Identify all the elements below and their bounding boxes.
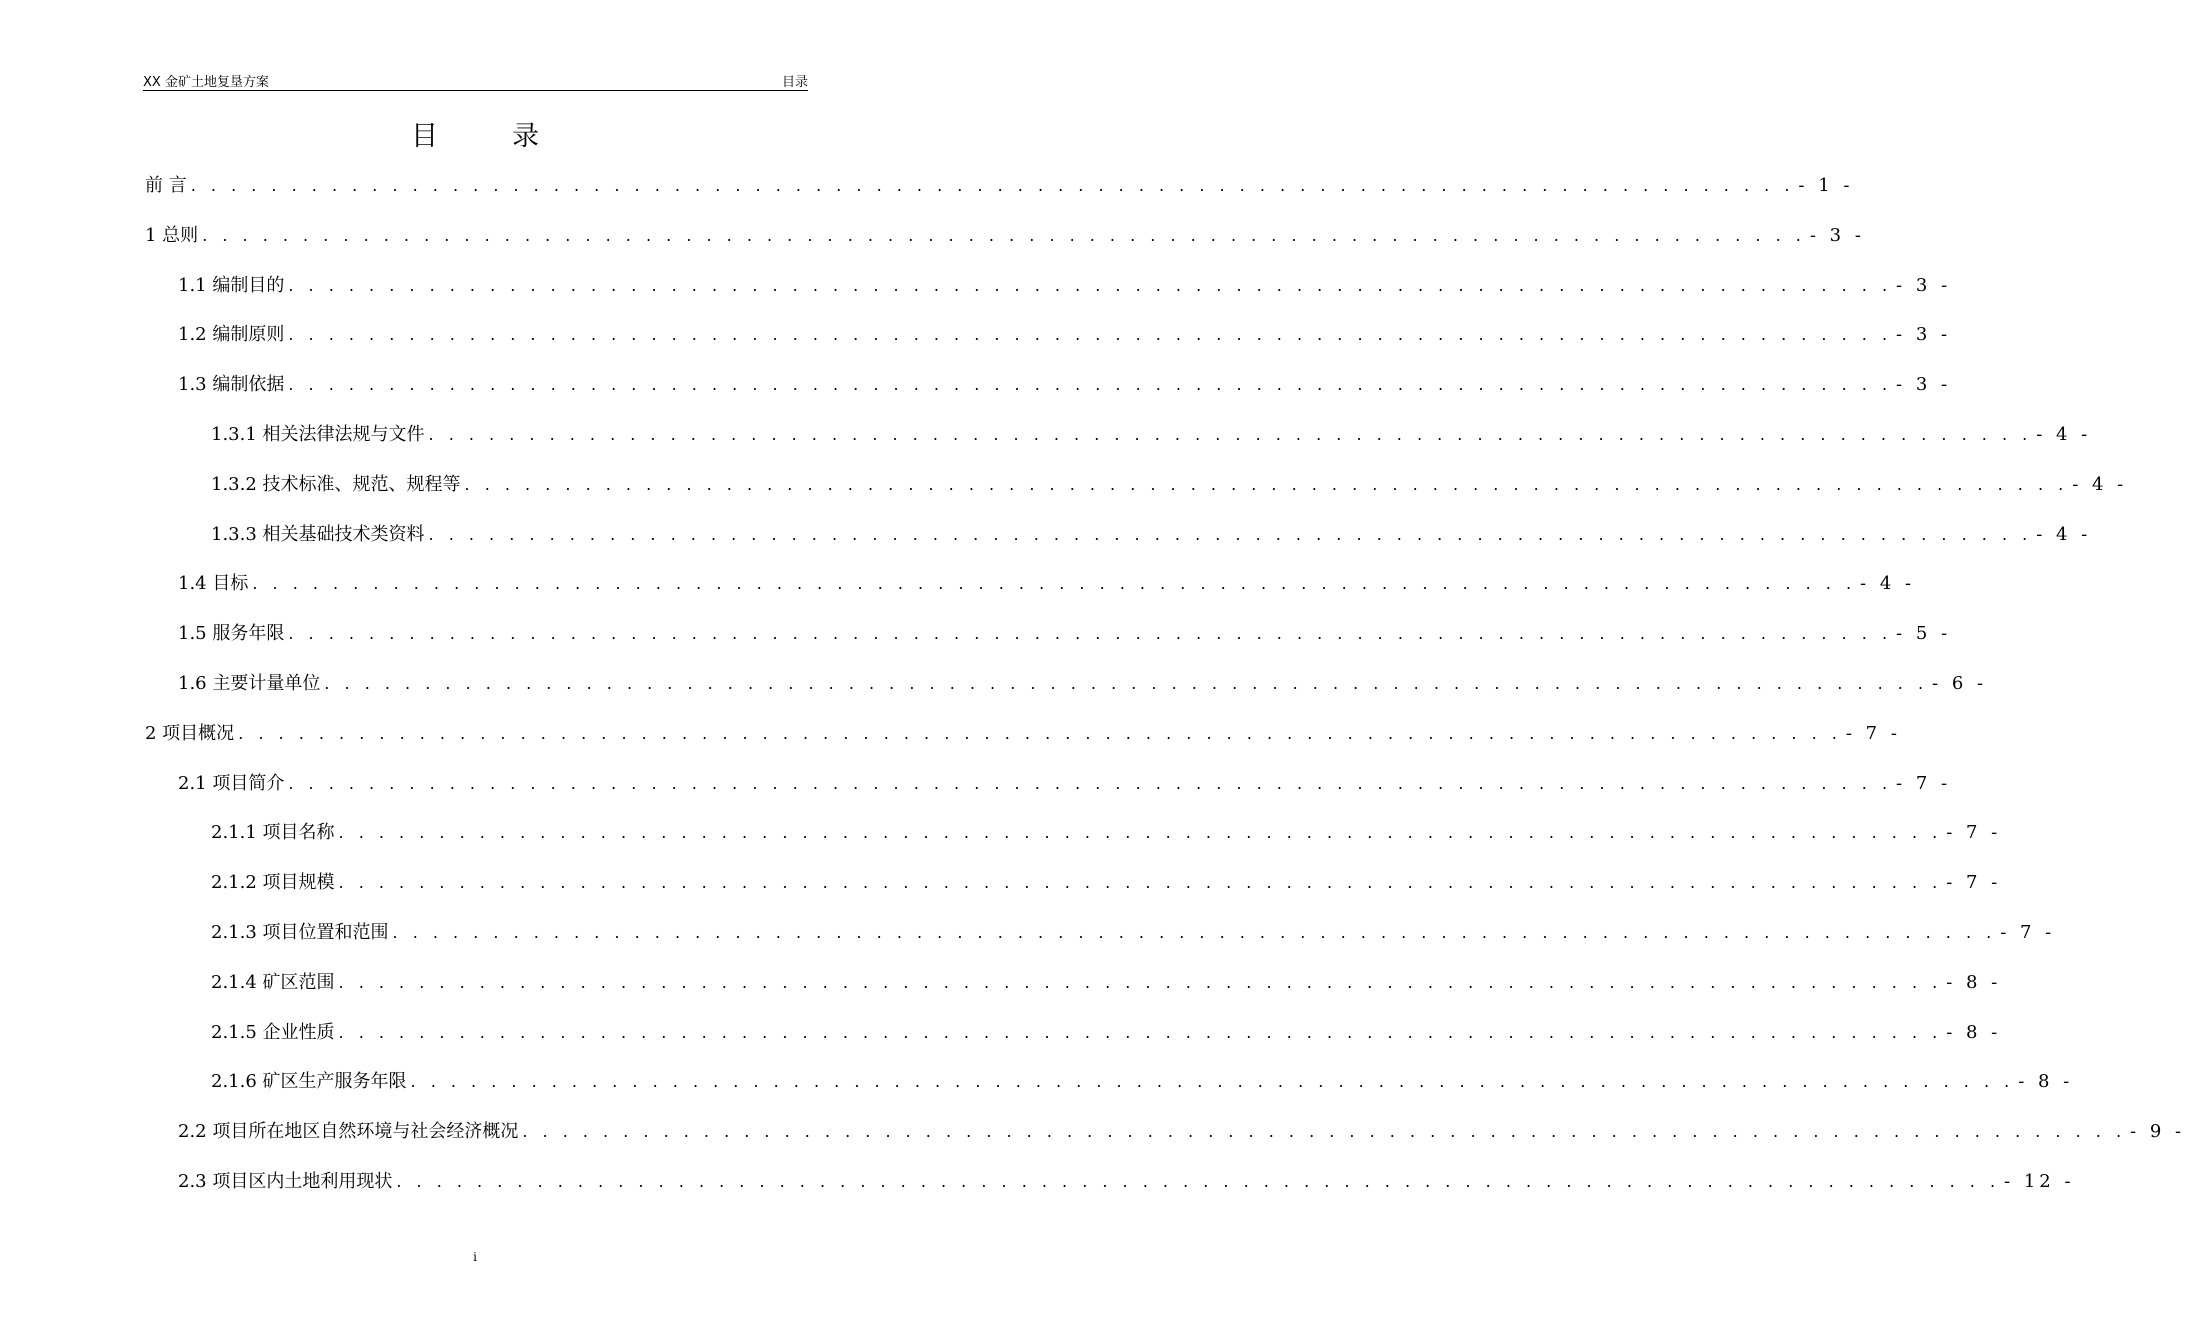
toc-entry-page: - 3 - (1896, 275, 1952, 296)
toc-entry[interactable] (211, 1068, 2074, 1096)
toc-entry-page: - 5 - (1896, 623, 1952, 644)
toc-entry-label: 1.3 编制依据 (178, 374, 285, 395)
toc-entry-label: 1.3.3 相关基础技术类资料 (211, 524, 425, 545)
toc-entry-label: 2.1 项目简介 (178, 773, 285, 794)
toc-entry-label: 1.4 目标 (178, 573, 249, 594)
toc-leader-dots: . . . . . . . . . . . . . . . . . . . . . . . . . . . . . . . . . . . . . . . . . . . . . . . . . . . . . . . . . . . . . . . . . . . . . . . . . . . . . . . . (252, 574, 1857, 593)
toc-leader-dots: . . . . . . . . . . . . . . . . . . . . . . . . . . . . . . . . . . . . . . . . . . . . . . . . . . . . . . . . . . . . . . . . . . . . . . . . . . . . . . . . (410, 1072, 2015, 1091)
toc-entry-label: 2.1.3 项目位置和范围 (211, 922, 389, 943)
toc-entry[interactable] (211, 919, 2056, 947)
toc-entry[interactable] (211, 1019, 2002, 1047)
toc-entry-page: - 4 - (2036, 424, 2092, 445)
toc-entry[interactable] (145, 222, 1865, 250)
toc-leader-dots: . . . . . . . . . . . . . . . . . . . . . . . . . . . . . . . . . . . . . . . . . . . . . . . . . . . . . . . . . . . . . . . . . . . . . . . . . . . . . . . . (464, 475, 2069, 494)
toc-entry-label: 2.1.4 矿区范围 (211, 972, 335, 993)
toc-entry-label: 2.1.6 矿区生产服务年限 (211, 1071, 407, 1092)
toc-entry[interactable] (211, 521, 2092, 549)
toc-entry-page: - 3 - (1896, 324, 1952, 345)
toc-leader-dots: . . . . . . . . . . . . . . . . . . . . . . . . . . . . . . . . . . . . . . . . . . . . . . . . . . . . . . . . . . . . . . . . . . . . . . . . . . . . . . . . (522, 1122, 2127, 1141)
toc-leader-dots: . . . . . . . . . . . . . . . . . . . . . . . . . . . . . . . . . . . . . . . . . . . . . . . . . . . . . . . . . . . . . . . . . . . . . . . . . . . . . . . . (324, 674, 1929, 693)
page-header (143, 70, 808, 91)
toc-entry[interactable] (178, 1168, 2075, 1196)
toc-entry[interactable] (145, 172, 1854, 200)
toc-entry-page: - 7 - (1946, 872, 2002, 893)
toc-title-char-1: 目 (411, 121, 438, 152)
toc-entry[interactable] (211, 471, 2128, 499)
toc-entry-label: 1.3.1 相关法律法规与文件 (211, 424, 425, 445)
toc-entry[interactable] (145, 720, 1901, 748)
toc-leader-dots: . . . . . . . . . . . . . . . . . . . . . . . . . . . . . . . . . . . . . . . . . . . . . . . . . . . . . . . . . . . . . . . . . . . . . . . . . . . . . . . . (288, 325, 1893, 344)
toc-entry-label: 2.3 项目区内土地利用现状 (178, 1171, 393, 1192)
toc-leader-dots: . . . . . . . . . . . . . . . . . . . . . . . . . . . . . . . . . . . . . . . . . . . . . . . . . . . . . . . . . . . . . . . . . . . . . . . . . . . . . . . . (396, 1172, 2001, 1191)
toc-entry-page: - 7 - (2000, 922, 2056, 943)
toc-leader-dots: . . . . . . . . . . . . . . . . . . . . . . . . . . . . . . . . . . . . . . . . . . . . . . . . . . . . . . . . . . . . . . . . . . . . . . . . . . . . . . . . (288, 276, 1893, 295)
toc-leader-dots: . . . . . . . . . . . . . . . . . . . . . . . . . . . . . . . . . . . . . . . . . . . . . . . . . . . . . . . . . . . . . . . . . . . . . . . . . . . . . . . . (238, 724, 1842, 743)
toc-entry-page: - 7 - (1946, 822, 2002, 843)
toc-entry[interactable] (178, 371, 1952, 399)
toc-entry[interactable] (211, 969, 2002, 997)
toc-entry[interactable] (178, 570, 1916, 598)
toc-entry-page: - 12 - (2004, 1171, 2075, 1192)
toc-leader-dots: . . . . . . . . . . . . . . . . . . . . . . . . . . . . . . . . . . . . . . . . . . . . . . . . . . . . . . . . . . . . . . . . . . . . . . . . . . . . . . . . (338, 873, 1943, 892)
toc-entry[interactable] (178, 620, 1952, 648)
toc-leader-dots: . . . . . . . . . . . . . . . . . . . . . . . . . . . . . . . . . . . . . . . . . . . . . . . . . . . . . . . . . . . . . . . . . . . . . . . . . . . . . . . . (202, 226, 1806, 245)
toc-leader-dots: . . . . . . . . . . . . . . . . . . . . . . . . . . . . . . . . . . . . . . . . . . . . . . . . . . . . . . . . . . . . . . . . . . . . . . . . . . . . . . . . (288, 624, 1893, 643)
toc-leader-dots: . . . . . . . . . . . . . . . . . . . . . . . . . . . . . . . . . . . . . . . . . . . . . . . . . . . . . . . . . . . . . . . . . . . . . . . . . . . . . . . . (338, 1023, 1943, 1042)
toc-leader-dots: . . . . . . . . . . . . . . . . . . . . . . . . . . . . . . . . . . . . . . . . . . . . . . . . . . . . . . . . . . . . . . . . . . . . . . . . . . . . . . . . (288, 375, 1893, 394)
toc-leader-dots: . . . . . . . . . . . . . . . . . . . . . . . . . . . . . . . . . . . . . . . . . . . . . . . . . . . . . . . . . . . . . . . . . . . . . . . . . . . . . . . . (392, 923, 1997, 942)
toc-entry-label: 1.3.2 技术标准、规范、规程等 (211, 474, 461, 495)
toc-entry-page: - 8 - (1946, 972, 2002, 993)
toc-entry-label: 2.1.5 企业性质 (211, 1022, 335, 1043)
toc-entry[interactable] (178, 272, 1952, 300)
toc-entry-page: - 4 - (1860, 573, 1916, 594)
toc-entry-label: 1.1 编制目的 (178, 275, 285, 296)
toc-entry-label: 前 言 (145, 175, 187, 196)
toc-entry-label: 2 项目概况 (145, 723, 235, 744)
toc-entry-label: 1.2 编制原则 (178, 324, 285, 345)
toc-title-char-2: 录 (512, 121, 539, 152)
toc-entry-page: - 4 - (2036, 524, 2092, 545)
page-number: i (473, 1250, 477, 1264)
toc-entry-page: - 3 - (1896, 374, 1952, 395)
toc-title (0, 114, 950, 153)
toc-entry[interactable] (211, 819, 2002, 847)
toc-entry-page: - 3 - (1809, 225, 1865, 246)
document-title: XX 金矿土地复垦方案 (143, 75, 269, 90)
toc-leader-dots: . . . . . . . . . . . . . . . . . . . . . . . . . . . . . . . . . . . . . . . . . . . . . . . . . . . . . . . . . . . . . . . . . . . . . . . . . . . . . . . . (428, 525, 2033, 544)
toc-leader-dots: . . . . . . . . . . . . . . . . . . . . . . . . . . . . . . . . . . . . . . . . . . . . . . . . . . . . . . . . . . . . . . . . . . . . . . . . . . . . . . . . (428, 425, 2033, 444)
toc-leader-dots: . . . . . . . . . . . . . . . . . . . . . . . . . . . . . . . . . . . . . . . . . . . . . . . . . . . . . . . . . . . . . . . . . . . . . . . . . . . . . . . . (288, 774, 1893, 793)
toc-leader-dots: . . . . . . . . . . . . . . . . . . . . . . . . . . . . . . . . . . . . . . . . . . . . . . . . . . . . . . . . . . . . . . . . . . . . . . . . . . . . . . . . (338, 973, 1943, 992)
toc-entry-page: - 9 - (2130, 1121, 2185, 1142)
toc-entry-page: - 6 - (1932, 673, 1988, 694)
toc-entry[interactable] (178, 321, 1952, 349)
toc-entry-page: - 7 - (1845, 723, 1901, 744)
toc-entry[interactable] (211, 869, 2002, 897)
toc-entry-page: - 7 - (1896, 773, 1952, 794)
toc-entry-page: - 8 - (2018, 1071, 2074, 1092)
toc-entry[interactable] (178, 1118, 2185, 1146)
toc-entry-label: 2.1.1 项目名称 (211, 822, 335, 843)
section-name: 目录 (781, 75, 808, 90)
toc-entry-page: - 4 - (2072, 474, 2128, 495)
toc-entry[interactable] (178, 770, 1952, 798)
toc-entry[interactable] (211, 421, 2092, 449)
toc-entry-page: - 1 - (1798, 175, 1854, 196)
toc-entry-label: 1.6 主要计量单位 (178, 673, 321, 694)
toc-entry-label: 1 总则 (145, 225, 199, 246)
toc-entry-label: 1.5 服务年限 (178, 623, 285, 644)
toc-leader-dots: . . . . . . . . . . . . . . . . . . . . . . . . . . . . . . . . . . . . . . . . . . . . . . . . . . . . . . . . . . . . . . . . . . . . . . . . . . . . . . . . (190, 176, 1795, 195)
toc-entry-page: - 8 - (1946, 1022, 2002, 1043)
toc-entry-label: 2.2 项目所在地区自然环境与社会经济概况 (178, 1121, 519, 1142)
toc-entry[interactable] (178, 670, 1988, 698)
toc-leader-dots: . . . . . . . . . . . . . . . . . . . . . . . . . . . . . . . . . . . . . . . . . . . . . . . . . . . . . . . . . . . . . . . . . . . . . . . . . . . . . . . . (338, 823, 1943, 842)
toc-entry-label: 2.1.2 项目规模 (211, 872, 335, 893)
